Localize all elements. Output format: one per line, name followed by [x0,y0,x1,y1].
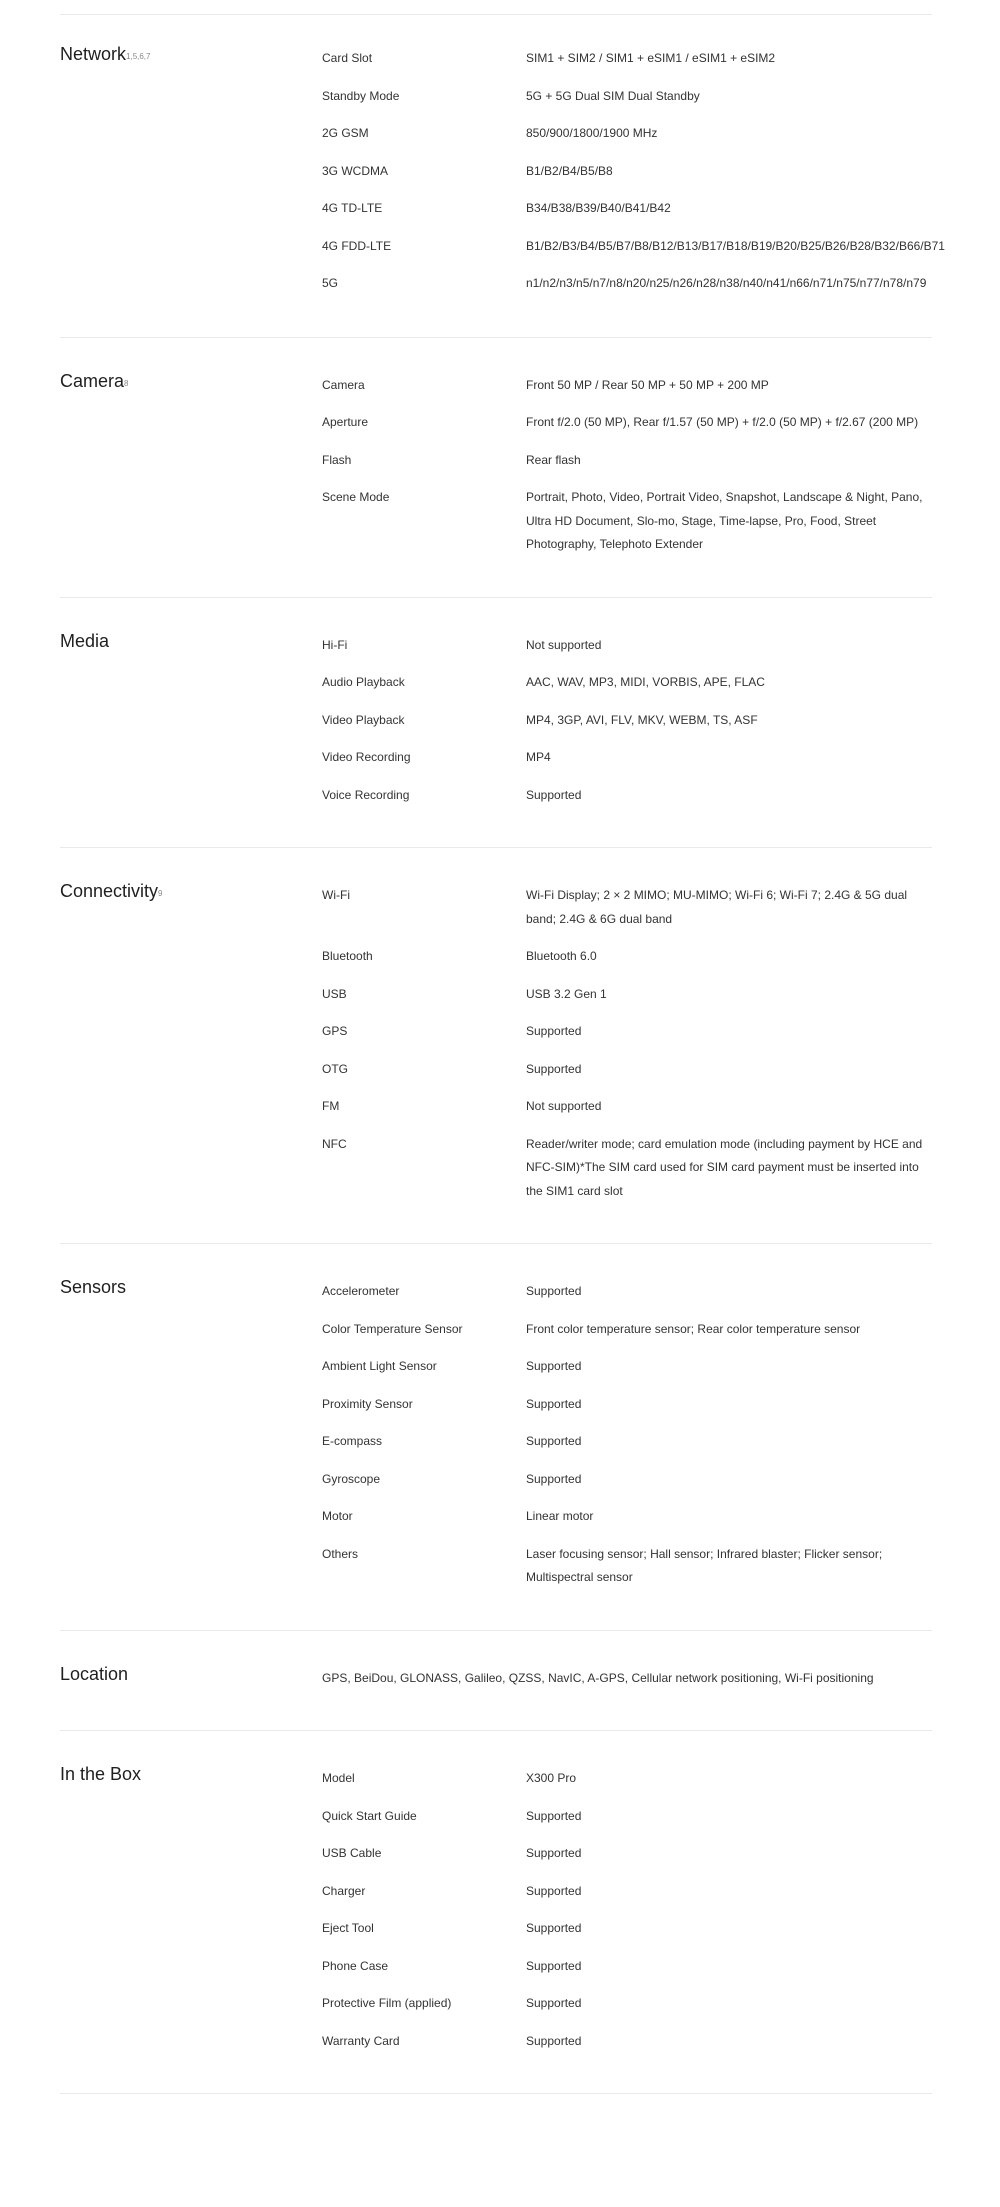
spec-label: Protective Film (applied) [322,1996,452,2010]
spec-value: GPS, BeiDou, GLONASS, Galileo, QZSS, NavIC, A-GPS, Cellular network positioning, Wi-Fi positioning [322,1670,874,1685]
spec-label: Motor [322,1509,353,1523]
spec-value: Supported [526,1284,582,1298]
spec-row [322,1917,932,1941]
spec-label: Standby Mode [322,88,400,103]
spec-value: Front color temperature sensor; Rear color temperature sensor [526,1321,861,1336]
section-network [60,44,945,296]
spec-row [322,122,932,146]
spec-label: Aperture [322,415,369,429]
footnote-marker[interactable]: 1,5,6,7 [126,52,151,61]
section-title [60,1274,322,1300]
spec-value: Supported [526,1471,582,1486]
spec-value: 850/900/1800/1900 MHz [526,126,658,140]
section-title [60,1661,322,1687]
spec-row [322,1355,932,1379]
spec-value: USB 3.2 Gen 1 [526,986,607,1001]
spec-value: AAC, WAV, MP3, MIDI, VORBIS, APE, FLAC [526,675,765,689]
section-divider [60,597,932,598]
spec-value: Supported [526,1396,582,1411]
spec-value: Supported [526,1434,582,1448]
spec-row [322,197,932,221]
spec-label: 3G WCDMA [322,163,388,178]
spec-label: USB Cable [322,1846,382,1860]
section-camera [60,370,932,557]
section-sensors [60,1277,932,1590]
spec-row [322,1505,932,1529]
spec-value: Not supported [526,637,602,652]
spec-label: USB [322,986,347,1001]
spec-rows [322,1667,932,1691]
spec-rows [322,47,945,296]
spec-rows [322,884,932,1203]
spec-value: B1/B2/B3/B4/B5/B7/B8/B12/B13/B17/B18/B19/B20/B25/B26/B28/B32/B66/B71 [526,238,945,253]
section-divider [60,14,932,15]
spec-value: Not supported [526,1099,602,1113]
spec-value: Supported [526,1883,582,1898]
spec-row [322,1992,932,2016]
section-title-text: Sensors [60,1277,127,1297]
spec-value: Portrait, Photo, Video, Portrait Video, Snapshot, Landscape & Night, Pano, Ultra HD Document, Slo-mo, Stage, Time-lapse, Pro, Food, Street Photography, Telephoto Extender [526,490,923,551]
section-title-text: Network [60,44,127,64]
spec-row [322,1020,932,1044]
spec-rows [322,1280,932,1590]
section-title [60,368,322,398]
spec-row [322,1880,932,1904]
spec-row [322,374,932,398]
spec-label: Others [322,1546,359,1561]
section-divider [60,847,932,848]
section-title-text: Media [60,630,110,651]
section-title [60,628,322,654]
spec-row [322,1842,932,1866]
section-in-the-box [60,1764,932,2053]
section-divider [60,1243,932,1244]
spec-value: Supported [526,1359,582,1373]
footnote-marker[interactable]: 9 [158,889,163,898]
section-connectivity [60,881,932,1203]
spec-row [322,1430,932,1454]
spec-label: Wi-Fi [322,888,350,902]
section-media [60,630,932,808]
spec-value: Supported [526,1808,582,1823]
spec-row [322,1767,932,1791]
spec-label: Video Recording [322,750,411,764]
spec-row [322,1955,932,1979]
spec-label: Voice Recording [322,787,410,802]
spec-row [322,784,932,808]
spec-value: SIM1 + SIM2 / SIM1 + eSIM1 / eSIM1 + eSIM2 [526,51,776,65]
section-title [60,1761,322,1787]
spec-value: X300 Pro [526,1771,577,1785]
spec-row [322,1393,932,1417]
spec-label: Quick Start Guide [322,1808,417,1823]
spec-label: Accelerometer [322,1284,400,1298]
spec-value: Linear motor [526,1509,594,1523]
spec-row [322,709,932,733]
spec-row [322,634,932,658]
spec-value: Supported [526,1024,582,1038]
spec-label: Scene Mode [322,490,390,504]
spec-row [322,1543,932,1590]
section-title-text: Camera [60,370,125,391]
spec-rows [322,634,932,808]
spec-row [322,1468,932,1492]
spec-row [322,884,932,931]
spec-row [322,486,932,557]
spec-row [322,1280,932,1304]
spec-value: Front f/2.0 (50 MP), Rear f/1.57 (50 MP) + f/2.0 (50 MP) + f/2.67 (200 MP) [526,415,919,429]
spec-row [322,671,932,695]
spec-row [322,1133,932,1204]
spec-row [322,160,932,184]
spec-value: Supported [526,787,582,802]
spec-row [322,85,932,109]
section-location [60,1663,932,1691]
spec-label: 4G FDD-LTE [322,238,392,253]
spec-label: NFC [322,1136,347,1151]
spec-label: Charger [322,1883,366,1898]
spec-row [322,746,932,770]
section-divider [60,2093,932,2094]
spec-row [322,449,932,473]
spec-row [322,1058,932,1082]
section-divider [60,337,932,338]
spec-row [322,1095,932,1119]
spec-label: Color Temperature Sensor [322,1321,463,1336]
spec-row [322,2030,932,2054]
spec-value: Supported [526,1996,582,2010]
spec-row [322,1318,932,1342]
spec-value: MP4 [526,750,551,764]
spec-label: Gyroscope [322,1471,381,1486]
spec-value: Supported [526,2033,582,2048]
spec-label: Camera [322,377,365,392]
spec-rows [322,1767,932,2053]
spec-value: Bluetooth 6.0 [526,949,597,963]
spec-value: Laser focusing sensor; Hall sensor; Infrared blaster; Flicker sensor; Multispectral sensor [526,1546,883,1584]
spec-value: Supported [526,1921,582,1935]
spec-label: Warranty Card [322,2033,400,2048]
section-divider [60,1730,932,1731]
spec-value: Wi-Fi Display; 2 × 2 MIMO; MU-MIMO; Wi-Fi 6; Wi-Fi 7; 2.4G & 5G dual band; 2.4G & 6G dual band [526,888,908,926]
spec-label: Ambient Light Sensor [322,1359,437,1373]
section-title-text: Connectivity [60,881,159,901]
spec-row [322,47,932,71]
spec-label: Proximity Sensor [322,1396,413,1411]
spec-label: 4G TD-LTE [322,201,383,215]
spec-label: Audio Playback [322,675,405,689]
spec-row [322,235,945,259]
spec-value: MP4, 3GP, AVI, FLV, MKV, WEBM, TS, ASF [526,712,758,727]
spec-value: n1/n2/n3/n5/n7/n8/n20/n25/n26/n28/n38/n40/n41/n66/n71/n75/n77/n78/n79 [526,276,927,290]
spec-rows [322,374,932,557]
section-title [60,878,322,908]
spec-row [322,1805,932,1829]
spec-label: Eject Tool [322,1921,374,1935]
spec-sheet [60,0,945,2094]
section-title-text: In the Box [60,1764,142,1784]
section-divider [60,1630,932,1631]
spec-label: Flash [322,452,352,467]
spec-value: B34/B38/B39/B40/B41/B42 [526,201,671,215]
spec-value: Supported [526,1958,582,1973]
spec-label: 5G [322,276,339,290]
spec-label: 2G GSM [322,126,369,140]
section-title-text: Location [60,1663,129,1684]
spec-label: Model [322,1771,355,1785]
spec-label: Hi-Fi [322,637,348,652]
footnote-marker[interactable]: 8 [124,378,129,388]
spec-value: 5G + 5G Dual SIM Dual Standby [526,88,700,103]
spec-row [322,272,932,296]
spec-row [322,411,932,435]
spec-label: GPS [322,1024,348,1038]
section-title [60,41,322,71]
spec-value: Front 50 MP / Rear 50 MP + 50 MP + 200 MP [526,377,769,392]
spec-row [322,945,932,969]
spec-value: Rear flash [526,452,581,467]
spec-value: Reader/writer mode; card emulation mode (including payment by HCE and NFC-SIM)*The SIM card used for SIM card payment must be inserted into the SIM1 card slot [526,1136,923,1198]
spec-label: E-compass [322,1434,383,1448]
spec-value: Supported [526,1846,582,1860]
spec-label: Bluetooth [322,949,373,963]
spec-label: Phone Case [322,1958,389,1973]
spec-label: FM [322,1099,340,1113]
spec-label: OTG [322,1061,348,1076]
spec-label: Card Slot [322,51,373,65]
spec-row [322,983,932,1007]
spec-value: Supported [526,1061,582,1076]
spec-label: Video Playback [322,712,405,727]
spec-value: B1/B2/B4/B5/B8 [526,163,613,178]
